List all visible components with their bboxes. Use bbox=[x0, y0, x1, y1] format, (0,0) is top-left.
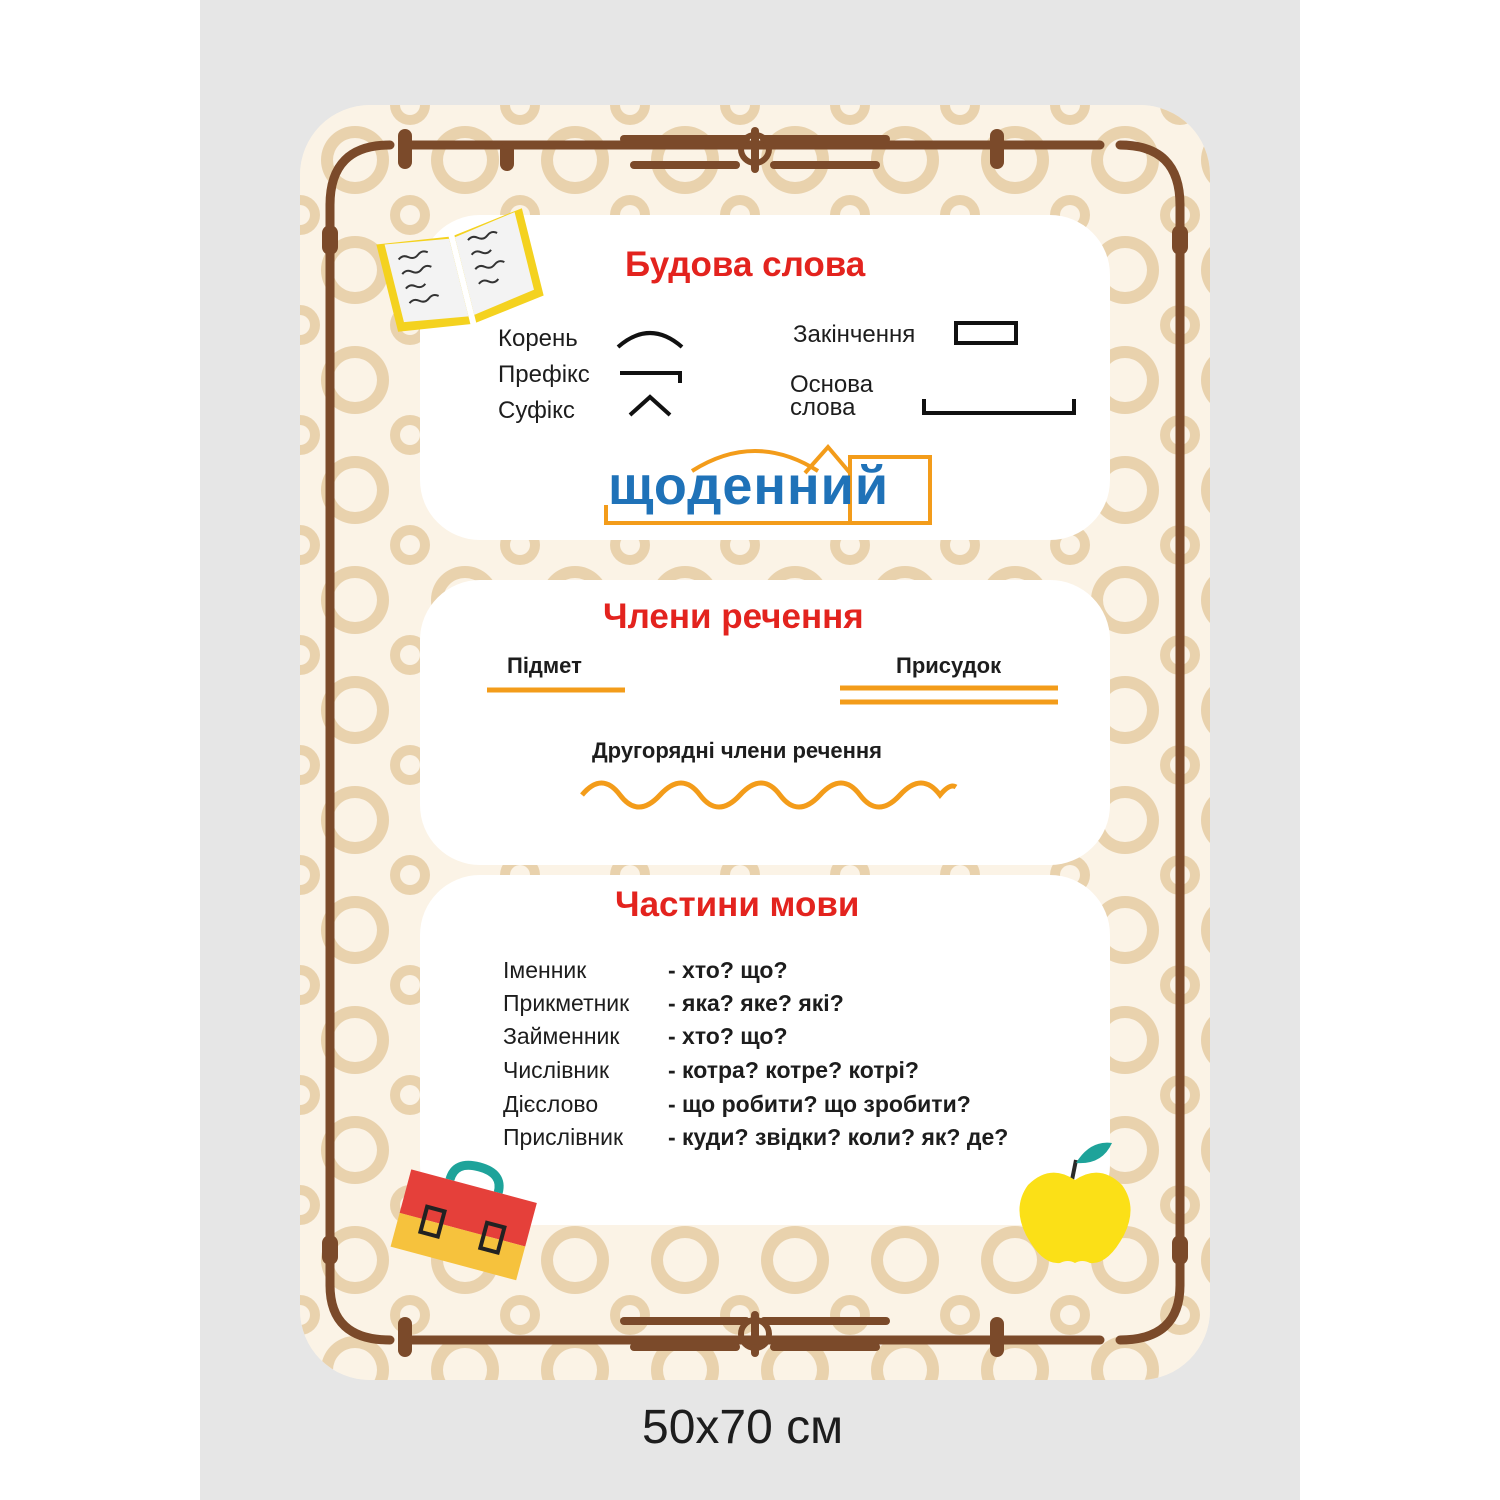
parts-of-speech-title: Частини мови bbox=[615, 885, 860, 924]
suffix-label: Суфікс bbox=[498, 397, 575, 424]
pos-questions: - котра? котре? котрі? bbox=[668, 1057, 919, 1083]
root-symbol bbox=[618, 333, 682, 347]
pos-name: Прислівник bbox=[503, 1124, 624, 1150]
stem-symbol bbox=[920, 395, 1080, 419]
poster bbox=[300, 105, 1210, 1380]
root-label: Корень bbox=[498, 325, 578, 352]
morpheme-symbols bbox=[610, 325, 690, 425]
prefix-label: Префікс bbox=[498, 361, 590, 388]
stem-label-line1: Основа bbox=[790, 371, 874, 398]
open-book-icon bbox=[375, 205, 545, 335]
briefcase-icon bbox=[390, 1155, 540, 1285]
predicate-underline bbox=[838, 683, 1063, 709]
word-structure-title: Будова слова bbox=[625, 245, 866, 284]
subject-underline bbox=[485, 685, 630, 695]
ending-symbol bbox=[952, 319, 1022, 349]
pos-name: Прикметник bbox=[503, 990, 630, 1016]
pos-name: Займенник bbox=[503, 1023, 620, 1049]
stem-label-line2: слова bbox=[790, 394, 856, 421]
pos-name: Числівник bbox=[503, 1057, 610, 1083]
pos-questions: - що робити? що зробити? bbox=[668, 1091, 971, 1117]
example-word: щоденний bbox=[608, 456, 890, 516]
apple-icon bbox=[1010, 1135, 1140, 1275]
pos-name: Дієслово bbox=[503, 1091, 599, 1117]
pos-questions: - яка? яке? які? bbox=[668, 990, 844, 1016]
prefix-symbol bbox=[620, 373, 680, 383]
predicate-label: Присудок bbox=[896, 653, 1002, 678]
pos-name: Іменник bbox=[503, 957, 587, 983]
pos-questions: - хто? що? bbox=[668, 1023, 788, 1049]
pos-questions: - хто? що? bbox=[668, 957, 788, 983]
secondary-members-label: Другорядні члени речення bbox=[592, 738, 882, 763]
size-caption: 50x70 см bbox=[642, 1401, 844, 1454]
sentence-parts-title: Члени речення bbox=[603, 597, 864, 636]
secondary-members-underline bbox=[578, 773, 958, 813]
ending-label: Закінчення bbox=[793, 321, 916, 348]
pos-questions: - куди? звідки? коли? як? де? bbox=[668, 1124, 1009, 1150]
suffix-symbol bbox=[630, 397, 670, 415]
subject-label: Підмет bbox=[507, 653, 582, 678]
